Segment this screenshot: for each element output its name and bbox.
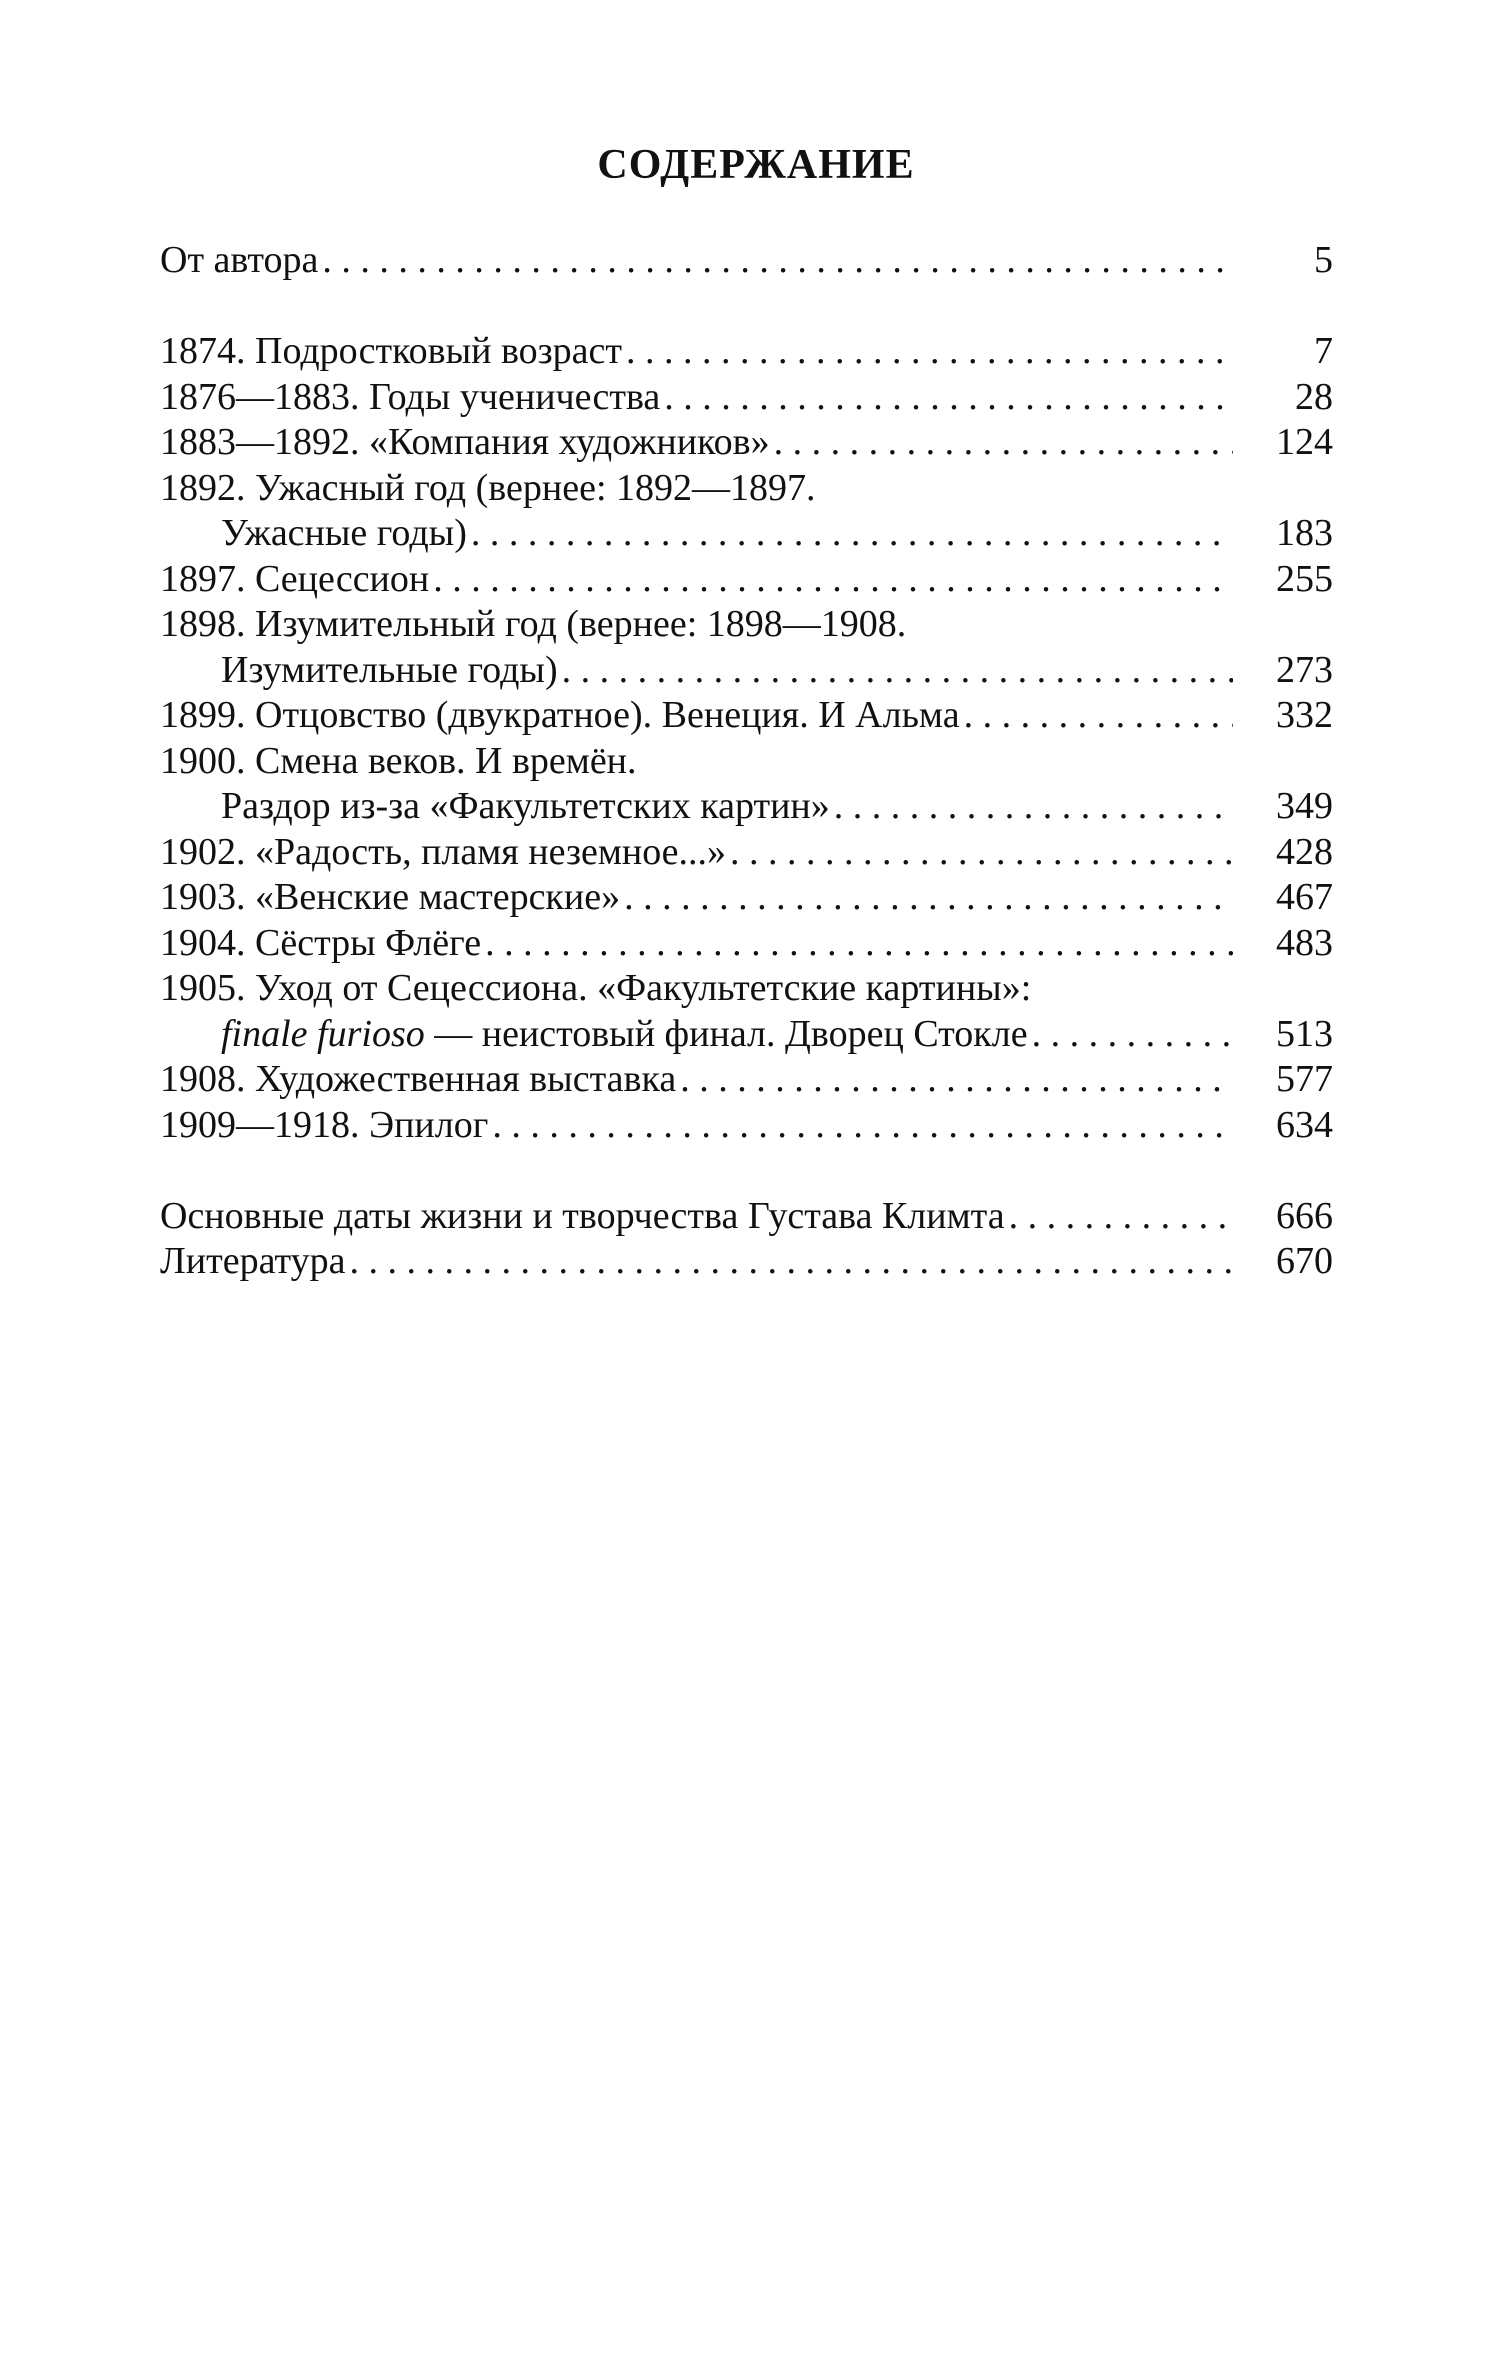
dot-leader — [471, 511, 1233, 557]
toc-entry-title: 1874. Подростковый возраст — [160, 330, 622, 372]
toc-entry-title: 1883—1892. «Компания художников» — [160, 421, 770, 463]
toc-entry-title-line: 1898. Изумительный год (вернее: 1898—1908. — [160, 603, 907, 645]
toc-entry-title: 1909—1918. Эпилог — [160, 1103, 489, 1146]
toc-entry — [160, 1103, 1333, 1149]
toc-page-number: 670 — [1276, 1240, 1333, 1282]
toc-page-number: 349 — [1276, 785, 1333, 827]
toc-entry — [160, 875, 1333, 921]
dot-leader — [492, 1103, 1233, 1149]
toc-entry-title: От автора — [160, 239, 319, 281]
toc-page-number: 183 — [1276, 512, 1333, 554]
toc-entry — [160, 830, 1333, 876]
toc-page-number: 332 — [1276, 694, 1333, 736]
dot-leader — [624, 875, 1233, 921]
dot-leader — [562, 648, 1233, 694]
toc-page-number: 634 — [1276, 1103, 1333, 1146]
toc-entry — [160, 966, 1333, 1057]
toc-entry — [160, 1239, 1333, 1285]
toc-page-number: 467 — [1276, 876, 1333, 918]
dot-leader — [774, 420, 1233, 466]
appendix-list — [160, 1194, 1333, 1285]
toc-entry — [160, 329, 1333, 375]
toc-entry-title: 1899. Отцовство (двукратное). Венеция. И Альма — [160, 694, 960, 736]
section-gap — [160, 1148, 1333, 1194]
toc-entry — [160, 557, 1333, 603]
toc-entry — [160, 420, 1333, 466]
toc-entry — [160, 375, 1333, 421]
toc-entry-title-line: 1905. Уход от Сецессиона. «Факультетские картины»: — [160, 967, 1032, 1009]
toc-page-number: 255 — [1276, 557, 1333, 600]
toc-page-number: 666 — [1276, 1194, 1333, 1237]
toc-page-number: 483 — [1276, 921, 1333, 964]
toc-entry-title: 1902. «Радость, пламя неземное...» — [160, 830, 727, 873]
toc-entry-title: Основные даты жизни и творчества Густава Климта — [160, 1194, 1005, 1237]
toc-entry-title: 1903. «Венские мастерские» — [160, 876, 621, 918]
dot-leader — [664, 375, 1233, 421]
toc-entry-title: 1897. Сецессион — [160, 557, 430, 600]
toc-page-number: 7 — [1314, 330, 1333, 372]
toc-page-number: 513 — [1276, 1012, 1333, 1055]
toc-entry — [160, 921, 1333, 967]
dot-leader — [834, 784, 1233, 830]
chapter-list — [160, 329, 1333, 1148]
toc-entry-title: 1876—1883. Годы ученичества — [160, 375, 661, 418]
toc-entry-title: Литература — [160, 1240, 346, 1282]
toc-page-number: 428 — [1276, 830, 1333, 873]
toc-entry — [160, 1194, 1333, 1240]
section-gap — [160, 284, 1333, 330]
toc-entry — [160, 739, 1333, 830]
toc-entry-title-line: 1900. Смена веков. И времён. — [160, 739, 637, 782]
toc-page-number: 577 — [1276, 1058, 1333, 1100]
toc-entry — [160, 693, 1333, 739]
dot-leader — [433, 557, 1233, 603]
toc-page-number: 28 — [1295, 375, 1333, 418]
toc-page-number: 5 — [1314, 239, 1333, 281]
page-title: СОДЕРЖАНИЕ — [597, 142, 915, 188]
toc-entry-title: 1908. Художественная выставка — [160, 1058, 677, 1100]
dot-leader — [1032, 1012, 1233, 1058]
toc-entry-title: Раздор из-за «Факультетских картин» — [221, 785, 830, 827]
toc-entry-italic-phrase: finale furioso — [221, 1012, 425, 1055]
dot-leader — [485, 921, 1233, 967]
dot-leader — [626, 329, 1233, 375]
toc-entry — [160, 602, 1333, 693]
toc-entry-title-line: 1892. Ужасный год (вернее: 1892—1897. — [160, 466, 816, 509]
dot-leader — [680, 1057, 1233, 1103]
toc-entry-title: 1904. Сёстры Флёге — [160, 921, 482, 964]
dot-leader — [1009, 1194, 1233, 1240]
toc-entry-title: Ужасные годы) — [221, 512, 467, 554]
dot-leader — [730, 830, 1233, 876]
toc-entry-title-rest: — неистовый финал. Дворец Стокле — [424, 1012, 1028, 1055]
toc-entry-title — [221, 1012, 1028, 1058]
toc-page-number: 273 — [1276, 648, 1333, 691]
toc-page-number: 124 — [1276, 421, 1333, 463]
dot-leader — [322, 238, 1233, 284]
table-of-contents — [160, 238, 1333, 1285]
toc-entry-title: Изумительные годы) — [221, 648, 558, 691]
toc-entry — [160, 1057, 1333, 1103]
dot-leader — [964, 693, 1233, 739]
toc-entry-intro — [160, 238, 1333, 284]
toc-entry — [160, 466, 1333, 557]
dot-leader — [349, 1239, 1233, 1285]
